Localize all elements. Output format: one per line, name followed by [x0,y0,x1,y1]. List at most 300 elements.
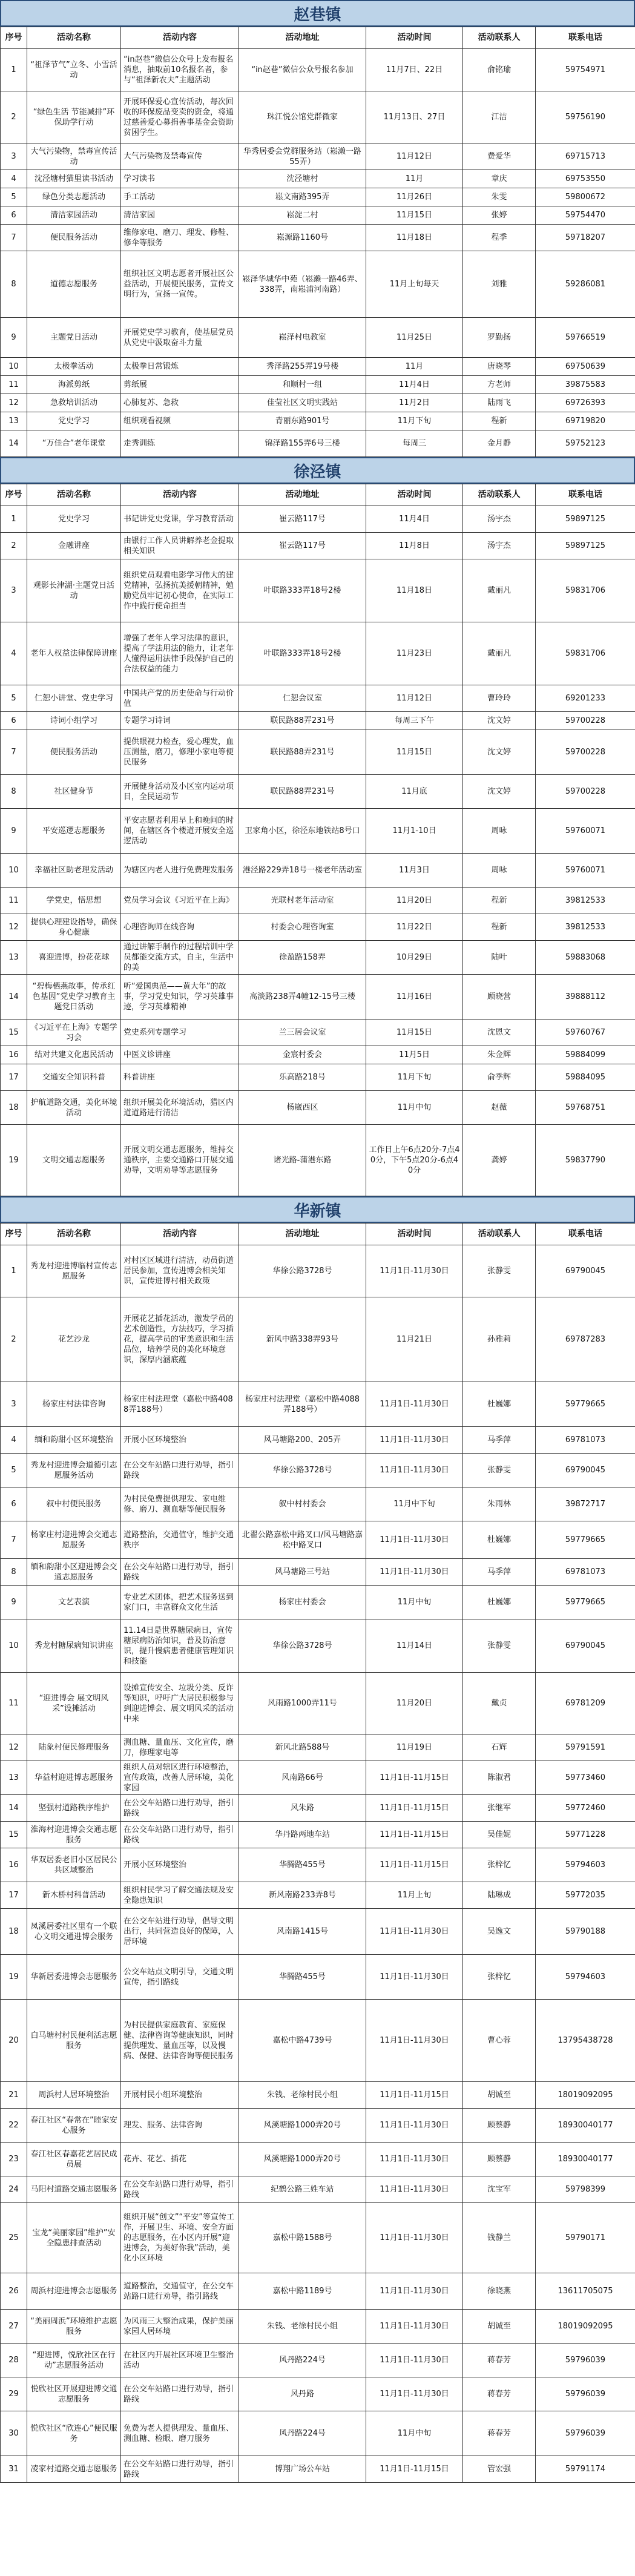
table-row [1,559,635,622]
contact-person: 张梓忆 [463,1955,536,2000]
activity-time: 11月1日-11月15日 [366,1822,463,1848]
contact-person: 胡诚至 [463,2082,536,2109]
activity-content: 为辖区内老人进行免费理发服务 [121,854,239,888]
activity-time: 11月1日-11月30日 [366,1427,463,1454]
activity-address: 联民路88弄231号 [239,775,366,809]
activity-content: 在公交车站路口进行劝导，指引路线 [121,1822,239,1848]
table-row [1,358,635,376]
activity-time: 每周三下午 [366,712,463,730]
row-index: 16 [1,1848,27,1882]
table-row [1,975,635,1020]
contact-phone: 39875583 [536,376,635,394]
activity-content: “in赵巷”微信公众号上发布报名消息，抽取前10名报名者，参与“祖泽新农夫”主题活动 [121,49,239,91]
activity-name: 马阳村道路交通志愿服务 [27,2176,121,2203]
activity-name: “绿色生活 节能减排”环保助学行动 [27,91,121,143]
contact-phone: 59837790 [536,1125,635,1196]
activity-content: 测血糖、量血压、文化宣传，磨刀，修理家电等 [121,1734,239,1761]
table-row [1,888,635,914]
contact-person: 顾蔡静 [463,2109,536,2143]
activity-time: 11月中旬 [366,2411,463,2456]
row-index: 9 [1,809,27,854]
contact-phone: 59831706 [536,559,635,622]
table-row [1,170,635,188]
contact-person: 汤宇杰 [463,506,536,533]
activity-content: 组织开展美化环境活动，猎区内道道路进行清洁 [121,1091,239,1125]
contact-person: 唐晓琴 [463,358,536,376]
activity-address: 华徐公路3728号 [239,1454,366,1487]
activity-name: “迎进博，悦欣社区在行动”志愿服务活动 [27,2344,121,2377]
activity-name: 观影长津湖·主题党日活动 [27,559,121,622]
activity-address: 崧泽村电教室 [239,318,366,358]
activity-address: 华徐公路3728号 [239,1619,366,1673]
activity-address: 叙中村村委会 [239,1487,366,1521]
contact-phone: 59752123 [536,430,635,457]
contact-phone: 59831706 [536,622,635,685]
contact-phone: 59794603 [536,1848,635,1882]
activity-name: “祖泽节气”立冬、小雪活动 [27,49,121,91]
activity-content: 开展文明交通志愿服务，维持交通秩序，主要交通路口开展交通劝导，文明劝导等志愿服务 [121,1125,239,1196]
table-row [1,2310,635,2344]
activity-address: 纪鹤公路三姓车站 [239,2176,366,2203]
column-header: 活动时间 [366,27,463,49]
activity-content: 增强了老年人学习法律的意识，提高了学法用法的能力，让老年人懂得运用法律手段保护自己的合法权益的能力 [121,622,239,685]
contact-phone: 59771228 [536,1822,635,1848]
activity-content: 清洁家园 [121,206,239,225]
activity-time: 11月1日-11月30日 [366,2203,463,2273]
activity-name: 便民服务活动 [27,730,121,775]
contact-person: 吴逸文 [463,1909,536,1955]
activity-content: 理发、服务、法律咨询 [121,2109,239,2143]
table-row [1,225,635,251]
activity-content: 通过讲解手制作的过程培训中学员都能交流方式，自主，生活中的美 [121,941,239,975]
contact-phone: 59754470 [536,206,635,225]
activity-name: 结对共建文化惠民活动 [27,1046,121,1064]
table-row [1,622,635,685]
table-row [1,1882,635,1909]
table-row [1,2143,635,2176]
activity-content: 走秀训练 [121,430,239,457]
activity-time: 11月下旬 [366,1064,463,1091]
activity-name: 清洁家园活动 [27,206,121,225]
row-index: 29 [1,2377,27,2411]
contact-person: 方老师 [463,376,536,394]
activity-name: 周浜村人居环境整治 [27,2082,121,2109]
activity-time: 11月1日-11月30日 [366,2273,463,2310]
activity-name: 便民服务活动 [27,225,121,251]
activity-content: 花卉、花艺、插花 [121,2143,239,2176]
activity-address: 博翔广场公车站 [239,2456,366,2483]
column-header: 联系电话 [536,27,635,49]
table-row [1,730,635,775]
row-index: 11 [1,1673,27,1734]
activity-time: 11月1日-11月30日 [366,1955,463,2000]
row-index: 15 [1,1020,27,1046]
activity-time: 11月1日-11月30日 [366,1909,463,1955]
row-index: 11 [1,888,27,914]
table-row [1,1848,635,1882]
activity-content: 剪纸展 [121,376,239,394]
activity-content: 在公交车站路口进行劝导，指引路线 [121,1454,239,1487]
activity-name: 春江社区春嘉花艺居民成员展 [27,2143,121,2176]
row-index: 17 [1,1882,27,1909]
activity-time: 11月14日 [366,1619,463,1673]
table-row [1,914,635,941]
contact-person: 程新 [463,914,536,941]
activity-time: 11月15日 [366,1020,463,1046]
row-index: 12 [1,914,27,941]
activity-address: 沈泾塘村 [239,170,366,188]
activity-content: 在公交车站进行劝导，倡导文明出行，共同营造良好的保障，人居环境 [121,1909,239,1955]
activity-name: 叙中村便民服务 [27,1487,121,1521]
activity-name: 诗词小组学习 [27,712,121,730]
activity-name: 提供心理建设指导，确保身心健康 [27,914,121,941]
contact-person: 戴丽凡 [463,559,536,622]
contact-person: 周咏 [463,854,536,888]
activity-address: 港泾路229弄18号一楼老年活动室 [239,854,366,888]
contact-person: 张婷 [463,206,536,225]
activity-address: 佳莹社区文明实践站 [239,394,366,412]
contact-person: 钱静兰 [463,2203,536,2273]
contact-phone: 59700228 [536,712,635,730]
contact-person: 龚婷 [463,1125,536,1196]
contact-phone: 69719820 [536,412,635,430]
activity-time: 11月19日 [366,1734,463,1761]
activity-name: 文艺表演 [27,1586,121,1619]
row-index: 18 [1,1909,27,1955]
contact-person: 张静雯 [463,1245,536,1297]
activity-time: 11月1日-11月30日 [366,1559,463,1586]
activity-time: 11月1日-11月30日 [366,2176,463,2203]
contact-phone: 59760767 [536,1020,635,1046]
activity-address: 秀泽路255弄19号楼 [239,358,366,376]
row-index: 5 [1,1454,27,1487]
table-row [1,533,635,559]
contact-person: 沈文婷 [463,775,536,809]
activity-time: 11月1日-11月15日 [366,1848,463,1882]
activity-time: 11月8日 [366,533,463,559]
contact-phone: 59884099 [536,1046,635,1064]
activity-table [0,27,635,457]
contact-person: 张静雯 [463,1454,536,1487]
contact-person: 汤宇杰 [463,533,536,559]
row-index: 17 [1,1064,27,1091]
activity-content: 开展小区环境整治 [121,1848,239,1882]
activity-name: 太极拳活动 [27,358,121,376]
table-row [1,1297,635,1382]
row-index: 12 [1,1734,27,1761]
activity-name: 凤溪居委社区里有一个联心文明交通进博会服务 [27,1909,121,1955]
activity-content: 道路整治，交通值守，在公交车站路口进行劝导，指引路线 [121,2273,239,2310]
contact-phone: 59760071 [536,854,635,888]
row-index: 6 [1,712,27,730]
activity-content: 为村民提供家庭教育、家庭保健、法律咨询等健康知识，同时提供理发、量血压等，以及慢病、保健、法律咨询等便民服务 [121,2000,239,2082]
activity-address: 华丹路两地车站 [239,1822,366,1848]
contact-person: 陆琳成 [463,1882,536,1909]
activity-name: 杨家庄村法律咨询 [27,1382,121,1427]
column-header: 活动名称 [27,1224,121,1245]
activity-address: “in赵巷”微信公众号报名参加 [239,49,366,91]
activity-name: 平安巡逻志愿服务 [27,809,121,854]
table-row [1,2377,635,2411]
row-index: 4 [1,622,27,685]
row-index: 9 [1,318,27,358]
contact-phone: 59286081 [536,251,635,318]
contact-phone: 59897125 [536,533,635,559]
column-header: 活动时间 [366,1224,463,1245]
contact-person: 朱金辉 [463,1046,536,1064]
contact-phone: 59790188 [536,1909,635,1955]
contact-phone: 59790171 [536,2203,635,2273]
column-header: 序号 [1,1224,27,1245]
activity-name: 大气污染物，禁毒宣传活动 [27,143,121,170]
contact-person: 俞季辉 [463,1064,536,1091]
activity-address: 金宸村委会 [239,1046,366,1064]
activity-time: 11月15日 [366,730,463,775]
contact-person: 戴丽凡 [463,622,536,685]
activity-content: 为风雨三大整治成果，保护美丽家园人居环境 [121,2310,239,2344]
table-row [1,1382,635,1427]
table-row [1,2109,635,2143]
activity-name: 新木桥村科普活动 [27,1882,121,1909]
activity-content: 杨家庄村法理堂（嘉松中路4088弄188号） [121,1382,239,1427]
contact-phone: 69750639 [536,358,635,376]
table-row [1,775,635,809]
activity-content: 组织党员观看电影学习伟大的建党精神，弘扬抗美援朝精神，勉励党员牢记初心使命，在实际工作中践行使命担当 [121,559,239,622]
activity-address: 华徐公路3728号 [239,1245,366,1297]
contact-phone: 59796039 [536,2377,635,2411]
activity-address: 光联村老年活动室 [239,888,366,914]
activity-name: 缅和韵甜小区环境整治 [27,1427,121,1454]
activity-time: 11月1日-11月15日 [366,2082,463,2109]
activity-time: 11月23日 [366,622,463,685]
activity-content: 手工活动 [121,188,239,206]
activity-address: 风南路66号 [239,1761,366,1795]
activity-time: 11月16日 [366,975,463,1020]
activity-time: 11月中下旬 [366,1487,463,1521]
activity-name: 文明交通志愿服务 [27,1125,121,1196]
table-row [1,206,635,225]
table-row [1,412,635,430]
contact-person: 张静雯 [463,1619,536,1673]
activity-time: 11月下旬 [366,412,463,430]
table-row [1,1586,635,1619]
row-index: 7 [1,730,27,775]
activity-name: 急救培训活动 [27,394,121,412]
activity-time: 11月25日 [366,318,463,358]
activity-content: 在公交车站路口进行劝导，指引路线 [121,2456,239,2483]
contact-person: 沈文婷 [463,730,536,775]
activity-content: 中医义诊讲座 [121,1046,239,1064]
row-index: 27 [1,2310,27,2344]
contact-phone: 59754971 [536,49,635,91]
contact-phone: 18930040177 [536,2109,635,2143]
activity-time: 11月12日 [366,143,463,170]
table-row [1,2000,635,2082]
row-index: 4 [1,170,27,188]
activity-name: 老年人权益法律保障讲座 [27,622,121,685]
activity-name: 华新居委进博会志愿服务 [27,1955,121,2000]
contact-person: 朱雯 [463,188,536,206]
table-row [1,1245,635,1297]
activity-time: 11月上旬 [366,1882,463,1909]
contact-phone: 18019092095 [536,2310,635,2344]
column-header: 活动时间 [366,484,463,506]
activity-time: 11月1日-11月30日 [366,2377,463,2411]
column-header: 活动地址 [239,484,366,506]
activity-name: 春江社区“春常在”睦家安心服务 [27,2109,121,2143]
contact-person: 马季萍 [463,1427,536,1454]
contact-phone: 69790045 [536,1245,635,1297]
activity-name: 陆象村便民修理服务 [27,1734,121,1761]
table-row [1,91,635,143]
contact-person: 沈文婷 [463,712,536,730]
contact-phone: 59772035 [536,1882,635,1909]
row-index: 7 [1,1521,27,1559]
contact-phone: 69753550 [536,170,635,188]
row-index: 3 [1,559,27,622]
activity-name: 淮海村迎进博会交通志愿服务 [27,1822,121,1848]
row-index: 5 [1,685,27,712]
activity-content: 开展花艺插花活动，激发学员的艺术创造性，方法技巧，学习插花，提高学员的审美意识和生活品位，培养学员的美化环境意识，深厚内涵底蕴 [121,1297,239,1382]
activity-content: 在公交车站路口进行劝导，指引路线 [121,1795,239,1822]
contact-person: 顾蔡静 [463,2143,536,2176]
contact-phone: 59796039 [536,2344,635,2377]
table-row [1,430,635,457]
table-row [1,712,635,730]
activity-time: 11月20日 [366,888,463,914]
activity-address: 乐高路218号 [239,1064,366,1091]
table-row [1,1955,635,2000]
row-index: 1 [1,506,27,533]
activity-content: 组织村民学习了解交通法规及安全隐患知识 [121,1882,239,1909]
section-title: 赵巷镇 [0,0,635,27]
column-header: 序号 [1,27,27,49]
activity-content: 在公交车站路口进行劝导，指引路线 [121,1559,239,1586]
activity-name: 沈泾塘村猫里读书活动 [27,170,121,188]
contact-person: 朱雨林 [463,1487,536,1521]
activity-name: 金融讲座 [27,533,121,559]
contact-phone: 59796039 [536,2411,635,2456]
contact-phone: 59883068 [536,941,635,975]
contact-phone: 59772460 [536,1795,635,1822]
activity-address: 嘉松中路4739号 [239,2000,366,2082]
row-index: 13 [1,1761,27,1795]
table-row [1,1909,635,1955]
row-index: 24 [1,2176,27,2203]
contact-person: 顾晓营 [463,975,536,1020]
row-index: 12 [1,394,27,412]
table-row [1,143,635,170]
contact-person: 沈恩文 [463,1020,536,1046]
contact-phone: 18930040177 [536,2143,635,2176]
column-header: 联系电话 [536,484,635,506]
contact-phone: 59700228 [536,730,635,775]
table-row [1,941,635,975]
table-row [1,1487,635,1521]
activity-address: 风雨路1000弄11号 [239,1673,366,1734]
activity-name: 道德志愿服务 [27,251,121,318]
table-row [1,1521,635,1559]
table-row [1,2082,635,2109]
activity-name: 周浜村迎进博会志愿服务 [27,2273,121,2310]
activity-time: 11月1日-11月30日 [366,1454,463,1487]
activity-address: 风丹路 [239,2377,366,2411]
activity-name: 秀龙村糖尿病知识讲座 [27,1619,121,1673]
row-index: 23 [1,2143,27,2176]
activity-content: 心肺复苏、急救 [121,394,239,412]
row-index: 8 [1,251,27,318]
activity-time: 11月底 [366,775,463,809]
activity-address: 华腾路455号 [239,1848,366,1882]
activity-content: 公交车站点文明引导，交通文明宣传，指引路线 [121,1955,239,2000]
contact-person: 蒋春芳 [463,2411,536,2456]
activity-name: 凌家村道路交通志愿服务 [27,2456,121,2483]
activity-name: 喜迎进博，扮花花球 [27,941,121,975]
table-row [1,854,635,888]
column-header: 活动内容 [121,484,239,506]
activity-address: 诸光路-蒲港东路 [239,1125,366,1196]
row-index: 14 [1,975,27,1020]
table-row [1,1046,635,1064]
activity-address: 村委会心理咨询室 [239,914,366,941]
contact-person: 徐晓燕 [463,2273,536,2310]
table-row [1,685,635,712]
contact-person: 陆雨飞 [463,394,536,412]
column-header: 序号 [1,484,27,506]
activity-address: 青丽东路901号 [239,412,366,430]
table-row [1,506,635,533]
table-header-row [1,1224,635,1245]
row-index: 1 [1,1245,27,1297]
activity-time: 11月26日 [366,188,463,206]
column-header: 活动地址 [239,1224,366,1245]
contact-phone: 39812533 [536,914,635,941]
contact-phone: 69790045 [536,1454,635,1487]
activity-address: 和顺村一组 [239,376,366,394]
table-row [1,2203,635,2273]
row-index: 10 [1,854,27,888]
activity-address: 华秀居委会党群服务站（崧濑一路55弄） [239,143,366,170]
activity-content: 党史系列专题学习 [121,1020,239,1046]
activity-content: 对村区区域进行清洁，动员街道居民参加，宣传进博会相关知识，宣传进博村相关政策 [121,1245,239,1297]
activity-content: 开展村民小组环境整治 [121,2082,239,2109]
contact-person: 胡诚至 [463,2310,536,2344]
contact-phone: 59800672 [536,188,635,206]
contact-phone: 59766519 [536,318,635,358]
activity-address: 高淡路238弄4幢12-15号三楼 [239,975,366,1020]
contact-person: 孙雅莉 [463,1297,536,1382]
column-header: 活动名称 [27,27,121,49]
contact-person: 章庆 [463,170,536,188]
contact-person: 周咏 [463,809,536,854]
contact-phone: 59773460 [536,1761,635,1795]
table-row [1,1795,635,1822]
column-header: 活动名称 [27,484,121,506]
activity-address: 崔云路117号 [239,533,366,559]
activity-time: 每周三 [366,430,463,457]
activity-content: 学习读书 [121,170,239,188]
activity-name: “美丽周浜”环境维护志愿服务 [27,2310,121,2344]
row-index: 3 [1,143,27,170]
activity-content: 在公交车站路口进行劝导，指引路线 [121,2176,239,2203]
section-title: 华新镇 [0,1196,635,1223]
contact-person: 蒋春芳 [463,2377,536,2411]
contact-phone: 59798399 [536,2176,635,2203]
activity-time: 11月15日 [366,206,463,225]
row-index: 18 [1,1091,27,1125]
activity-name: 《习近平在上海》专题学习会 [27,1020,121,1046]
contact-person: 杜巍娜 [463,1382,536,1427]
